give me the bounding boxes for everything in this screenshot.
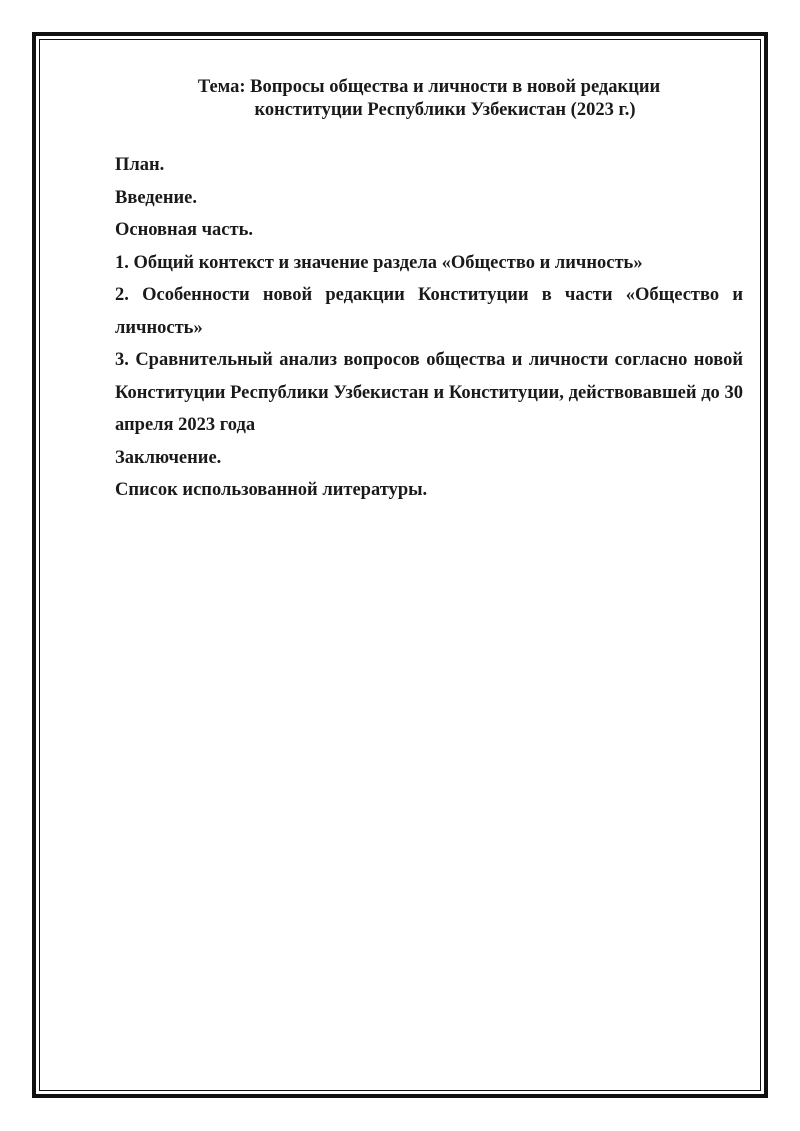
plan-item-introduction: Введение. <box>115 187 198 208</box>
title-line-1: Тема: Вопросы общества и личности в новой редакции <box>197 77 661 97</box>
plan-item-conclusion: Заключение. <box>115 447 222 468</box>
plan-heading: План. <box>115 155 165 175</box>
title-line-2: конституции Республики Узбекистан (2023 г.) <box>254 100 636 120</box>
plan-section <box>115 149 743 507</box>
plan-item-3: 3. Сравнительный анализ вопросов общества и личности согласно новой Конституции Республики Узбекистан и Конституции, действовавшей до 30 апреля 2023 года <box>115 350 743 435</box>
plan-item-2: 2. Особенности новой редакции Конституции в части «Общество и личность» <box>115 285 743 338</box>
plan-item-references: Список использованной литературы. <box>115 480 428 500</box>
document-title <box>0 76 800 122</box>
plan-item-main-part: Основная часть. <box>115 220 253 240</box>
plan-item-1: 1. Общий контекст и значение раздела «Общество и личность» <box>115 252 643 273</box>
